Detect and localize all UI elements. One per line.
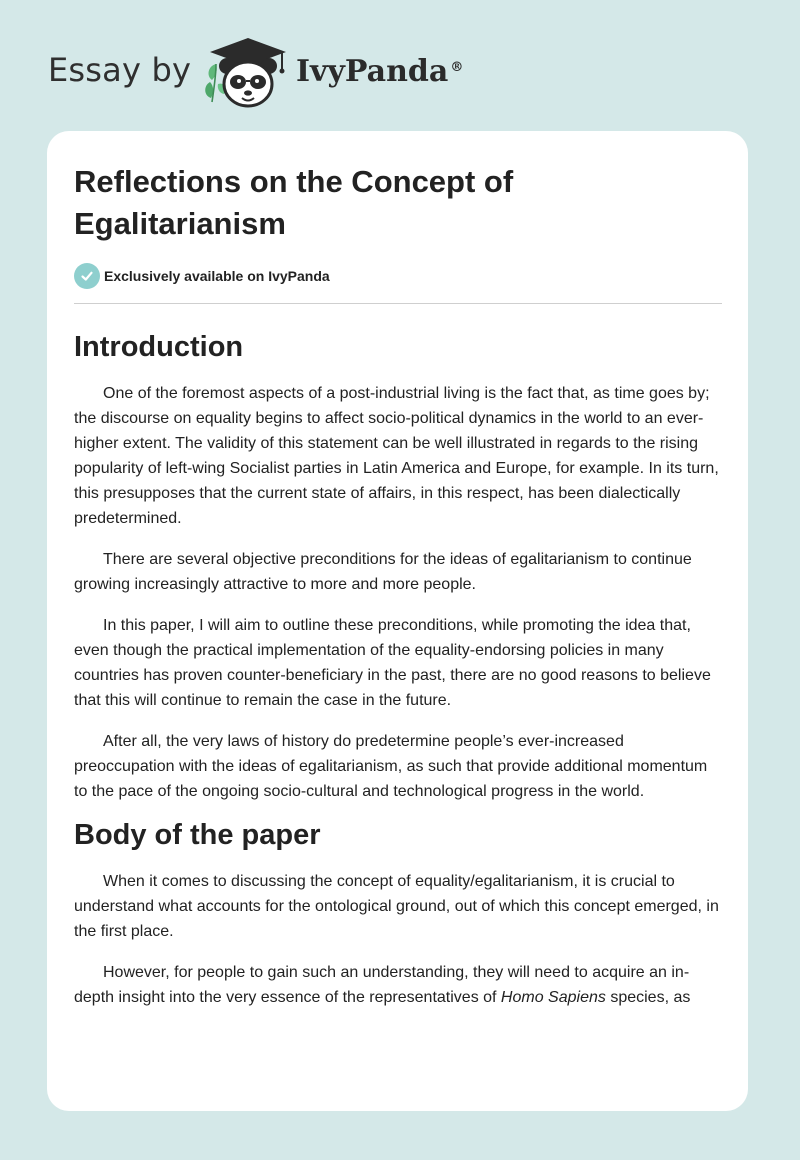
- paragraph: One of the foremost aspects of a post-industrial living is the fact that, as time goes by; the discourse on equality begins to affect socio-political dynamics in the world to an ever-higher extent. The validity of this statement can be well illustrated in regards to the rising popularity of left-wing Socialist parties in Latin America and Europe, for example. In its turn, this presupposes that the current state of affairs, in this respect, has been dialectically predetermined.: [74, 385, 719, 527]
- panda-graduate-logo-icon[interactable]: [202, 36, 294, 110]
- exclusive-badge: [74, 262, 722, 290]
- paragraph: [74, 960, 722, 1010]
- paragraph: In this paper, I will aim to outline these preconditions, while promoting the idea that, even though the practical implementation of the equality-endorsing policies in many countries has proven counter-beneficiary in the past, there are no good reasons to believe that this will continue to remain the case in the future.: [74, 617, 711, 709]
- essay-card: [47, 131, 748, 1111]
- section-heading-body: Body of the paper: [74, 819, 321, 851]
- paragraph-text: However, for people to gain such an understanding, they will need to acquire an in-depth insight into the very essence of the representatives of: [74, 964, 690, 1006]
- species-emphasis: Homo Sapiens: [500, 989, 606, 1006]
- essay-by-label: Essay by: [48, 51, 192, 89]
- page-title: Reflections on the Concept of Egalitarianism: [74, 164, 514, 241]
- paragraph: After all, the very laws of history do predetermine people’s ever-increased preoccupation with the ideas of egalitarianism, as such that provide additional momentum to the pace of the ongoing socio-cultural and technological progress in the world.: [74, 733, 708, 800]
- brand-name-text: IvyPanda: [296, 54, 449, 89]
- registered-mark: ®: [450, 60, 464, 75]
- paragraph-text: species, as: [605, 989, 691, 1006]
- check-icon: [74, 263, 100, 289]
- brand-name[interactable]: [296, 52, 463, 92]
- essay-content: [74, 161, 722, 1010]
- site-header: [0, 0, 800, 120]
- title-divider: [74, 303, 722, 304]
- exclusive-label: Exclusively available on IvyPanda: [104, 268, 330, 284]
- paragraph: When it comes to discussing the concept of equality/egalitarianism, it is crucial to understand what accounts for the ontological ground, out of which this concept emerged, in the first place.: [74, 873, 719, 940]
- section-heading-introduction: Introduction: [74, 331, 244, 363]
- paragraph: There are several objective preconditions for the ideas of egalitarianism to continue growing increasingly attractive to more and more people.: [74, 551, 692, 593]
